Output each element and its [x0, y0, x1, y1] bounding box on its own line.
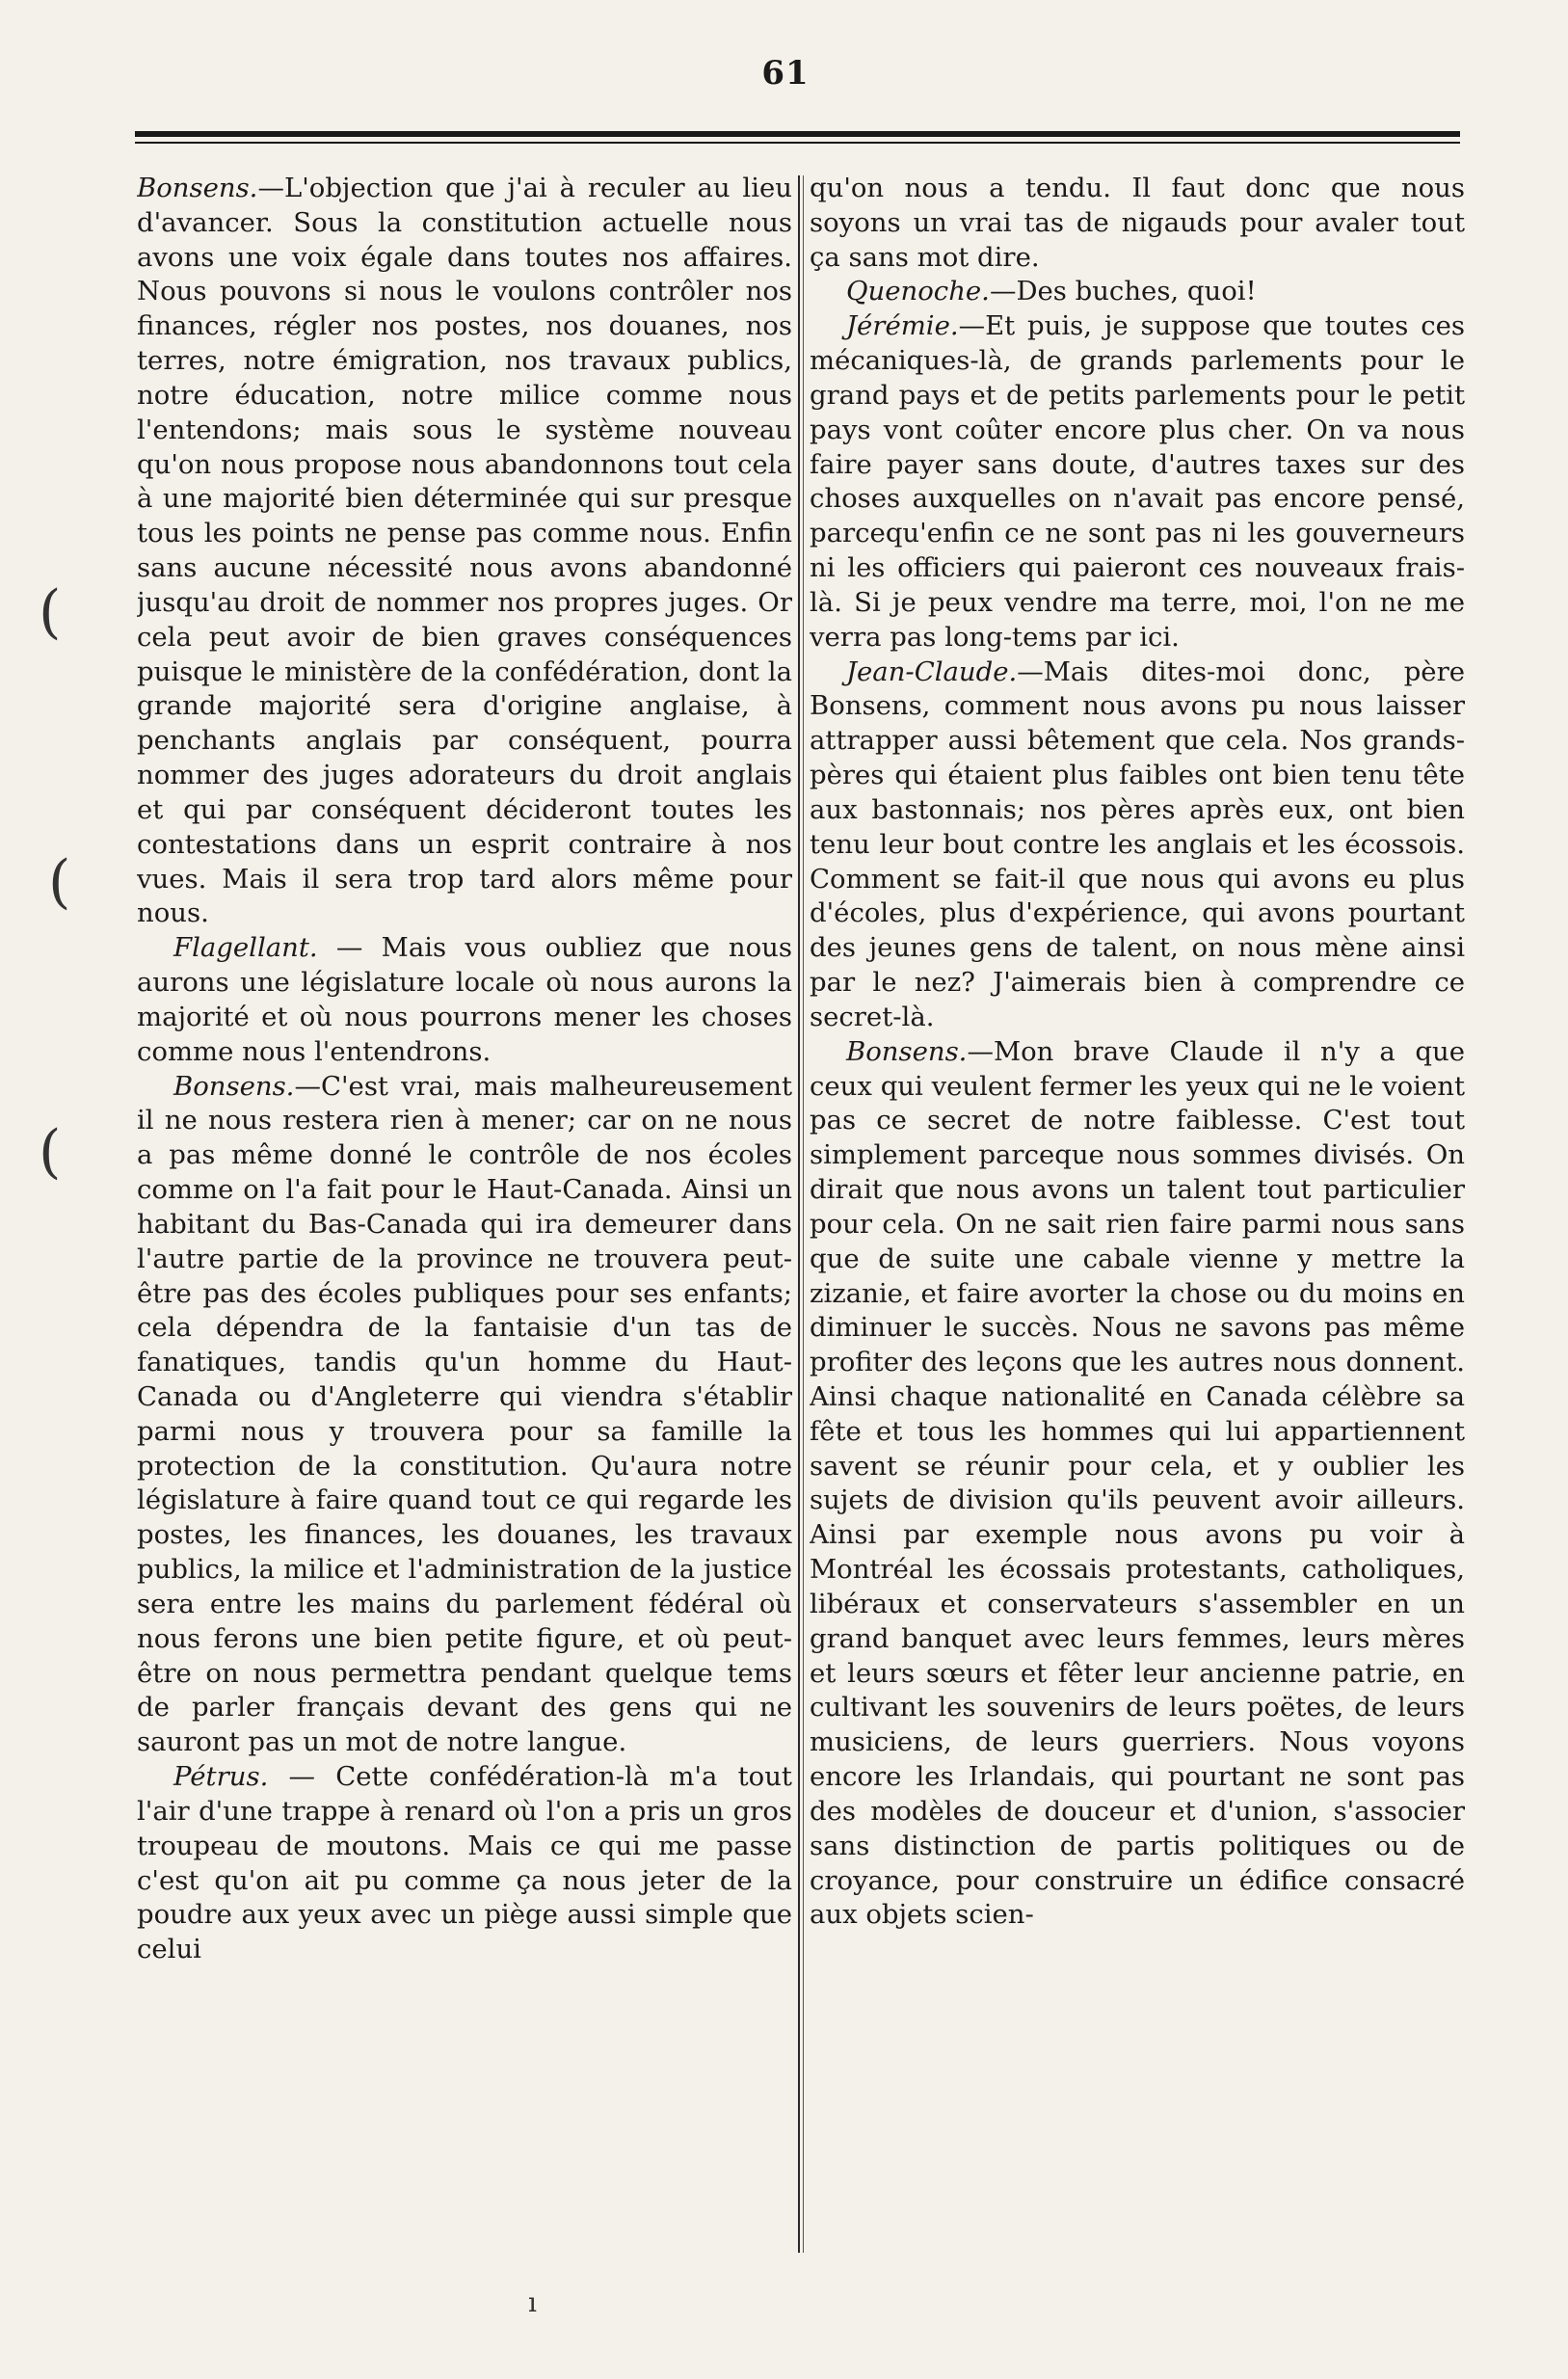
dialogue-paragraph: [137, 1760, 792, 1967]
paragraph-text: —Des buches, quoi!: [989, 276, 1257, 307]
left-column: [137, 172, 792, 2254]
paragraph-text: —C'est vrai, mais malheureusement il ne nous restera rien à mener; car on ne nous a pas même donné le contrôle de nos écoles comme on l'a fait pour le Haut-Canada. Ainsi un habitant du Bas-Canada qui ira demeurer dans l'autre partie de la province ne trouvera peut-être pas des écoles publiques pour ses enfants; cela dépendra de la fantaisie d'un tas de fanatiques, tandis qu'un homme du Haut-Canada ou d'Angleterre qui viendra s'établir parmi nous y trouvera pour sa famille la protection de la constitution. Qu'aura notre législature à faire quand tout ce qui regarde les postes, les finances, les douanes, les travaux publics, la milice et l'administration de la justice sera entre les mains du parlement fédéral où nous ferons une bien petite figure, et où peut-être on nous permettra pendant quelque tems de parler français devant des gens qui ne sauront pas un mot de notre langue.: [137, 1070, 792, 1758]
speaker-name: Quenoche.: [846, 276, 990, 307]
paragraph-text: —Mais dites-moi donc, père Bonsens, comment nous avons pu nous laisser attrapper aussi bêtement que cela. Nos grands-pères qui étaient plus faibles ont bien tenu tête aux bastonnais; nos pères après eux, ont bien tenu leur bout contre les anglais et les écossois. Comment se fait-il que nous qui avons eu plus d'écoles, plus d'expérience, qui avons pourtant des jeunes gens de talent, on nous mène ainsi par le nez? J'aimerais bien à comprendre ce secret-là.: [810, 655, 1465, 1032]
speaker-name: Bonsens.: [137, 173, 258, 203]
speaker-name: Bonsens.: [846, 1035, 968, 1067]
page-number: 61: [761, 54, 810, 93]
speaker-name: Bonsens.: [173, 1070, 295, 1102]
paragraph-text: — Mais vous oubliez que nous aurons une législature locale où nous aurons la majorité et où nous pourrons mener les choses comme nous l'entendrons.: [137, 932, 792, 1067]
paragraph-text: — Cette confédération-là m'a tout l'air d'une trappe à renard où l'on a pris un gros troupeau de moutons. Mais ce qui me passe c'est qu'on ait pu comme ça nous jeter de la poudre aux yeux avec un piège aussi simple que celui: [137, 1761, 792, 1965]
dialogue-paragraph: [810, 655, 1465, 1035]
column-divider: [798, 175, 800, 2253]
column-divider: [803, 175, 804, 2253]
speaker-name: Pétrus.: [173, 1761, 269, 1793]
header-rule-thick: [135, 131, 1460, 137]
dialogue-paragraph: [137, 172, 792, 931]
margin-bracket-mark: (: [48, 848, 71, 916]
paragraph-text: —Mon brave Claude il n'y a que ceux qui veulent fermer les yeux qui ne le voient pas ce secret de notre faiblesse. C'est tout simplement parceque nous sommes divisés. On dirait que nous avons un talent tout particulier pour cela. On ne sait rien faire parmi nous sans que de suite une cabale vienne y mettre la zizanie, et faire avorter la chose ou du moins en diminuer le succès. Nous ne savons pas même profiter des leçons que les autres nous donnent. Ainsi chaque nationalité en Canada célèbre sa fête et tous les hommes qui lui appartiennent savent se réunir pour cela, et y oublier les sujets de division qu'ils peuvent avoir ailleurs. Ainsi par exemple nous avons pu voir à Montréal les écossais protestants, catholiques, libéraux et conservateurs s'assembler en un grand banquet avec leurs femmes, leurs mères et leurs sœurs et fêter leur ancienne patrie, en cultivant les souvenirs de leurs poëtes, de leurs musiciens, de leurs guerriers. Nous voyons encore les Irlandais, qui pourtant ne sont pas des modèles de douceur et d'union, s'associer sans distinction de partis politiques ou de croyance, pour construire un édifice consacré aux objets scien-: [810, 1035, 1465, 1931]
speaker-name: Jean-Claude.: [846, 655, 1018, 687]
right-column: [810, 172, 1465, 2254]
dialogue-paragraph: [810, 275, 1465, 309]
paragraph-text: —L'objection que j'ai à reculer au lieu d'avancer. Sous la constitution actuelle nous avons une voix égale dans toutes nos affaires. Nous pouvons si nous le voulons contrôler nos finances, régler nos postes, nos douanes, nos terres, notre émigration, nos travaux publics, notre éducation, notre milice comme nous l'entendons; mais sous le système nouveau qu'on nous propose nous abandonnons tout cela à une majorité bien déterminée qui sur presque tous les points ne pense pas comme nous. Enfin sans aucune nécessité nous avons abandonné jusqu'au droit de nommer nos propres juges. Or cela peut avoir de bien graves conséquences puisque le ministère de la confédération, dont la grande majorité sera d'origine anglaise, à penchants anglais par conséquent, pourra nommer des juges adorateurs du droit anglais et qui par conséquent décideront toutes les contestations dans un esprit contraire à nos vues. Mais il sera trop tard alors même pour nous.: [137, 173, 792, 929]
dialogue-paragraph: [810, 309, 1465, 655]
dialogue-paragraph: [137, 1070, 792, 1761]
margin-bracket-mark: (: [39, 1118, 62, 1186]
speaker-name: Jérémie.: [846, 310, 959, 342]
paragraph-text: qu'on nous a tendu. Il faut donc que nous soyons un vrai tas de nigauds pour avaler tout ça sans mot dire.: [810, 173, 1465, 273]
dialogue-paragraph: [810, 172, 1465, 275]
dialogue-paragraph: [810, 1035, 1465, 1934]
header-rule-thin: [135, 142, 1460, 144]
speaker-name: Flagellant.: [173, 932, 318, 964]
paragraph-text: —Et puis, je suppose que toutes ces mécaniques-là, de grands parlements pour le grand pays et de petits parlements pour le petit pays vont coûter encore plus cher. On va nous faire payer sans doute, d'autres taxes sur des choses auxquelles on n'avait pas encore pensé, parcequ'enfin ce ne sont pas ni les gouverneurs ni les officiers qui paieront ces nouveaux frais-là. Si je peux vendre ma terre, moi, l'on ne me verra pas long-tems par ici.: [810, 310, 1465, 653]
footer-tick-mark: ı: [528, 2286, 537, 2318]
margin-bracket-mark: (: [39, 578, 62, 646]
dialogue-paragraph: [137, 931, 792, 1069]
